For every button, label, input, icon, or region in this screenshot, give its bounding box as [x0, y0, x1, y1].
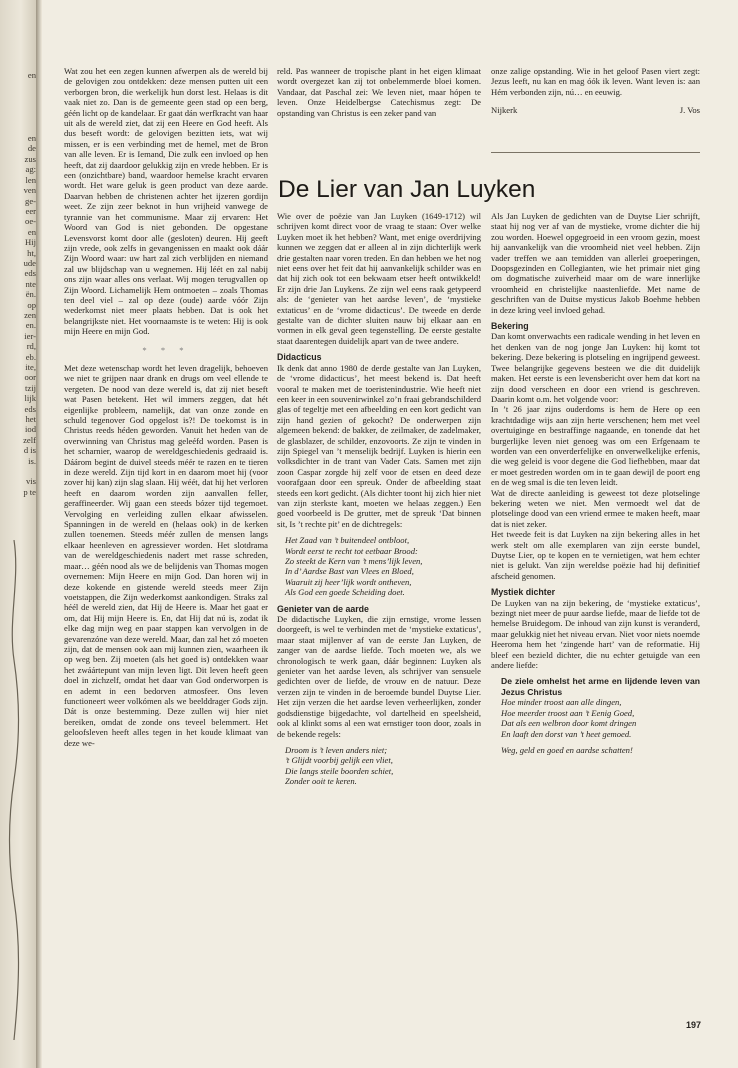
- poem-line: Hoe minder troost aan alle dingen,: [501, 697, 622, 708]
- subheading: Didacticus: [277, 352, 322, 363]
- column-2-top: [277, 66, 481, 118]
- page-number: 197: [686, 1020, 702, 1030]
- spine-text-fragment: rd,: [26, 341, 36, 351]
- poem-line: Die langs steile boorden schiet,: [285, 765, 394, 776]
- poem-line: En laaft den dorst van ’t heet gemoed.: [501, 728, 632, 739]
- subheading: Bekering: [491, 321, 529, 332]
- spine-text-fragment: oe-: [25, 216, 36, 226]
- spine-text-fragment: en: [27, 227, 36, 237]
- spine-text-fragment: is.: [28, 456, 36, 466]
- poem-line: Zo steekt de Kern van ’t mens’lijk leven,: [285, 556, 423, 566]
- spine-text-fragment: zus: [24, 154, 36, 164]
- signature-author: J. Vos: [679, 105, 700, 116]
- spine-text-fragment: tzij: [25, 383, 36, 393]
- paragraph: Wat de directe aanleiding is geweest tot deze plotselinge bekering weten we niet. Men vermoedt wel dat de plotselinge dood van een vriend ermee te maken heeft, maar dat is niet zeker.: [491, 487, 700, 529]
- poem-line: Wordt eerst te recht tot eetbaar Brood:: [285, 545, 418, 556]
- adjacent-page-edge: [0, 0, 38, 1068]
- spine-text-fragment: zelf: [23, 435, 36, 445]
- spine-text-fragment: nte: [25, 279, 36, 289]
- book-gutter: [36, 0, 42, 1068]
- column-3-top: [491, 66, 700, 116]
- margin-line-decoration: [4, 540, 24, 1040]
- spine-text-fragment: en.: [25, 320, 36, 330]
- spine-text-fragment: ite,: [25, 362, 36, 372]
- paragraph: Met deze wetenschap wordt het leven dragelijk, behoeven we niet te grijpen naar drank en drugs om veel ellende te vergeten. De nood van deze wereld is, dat zij niet beseft wat Pasen betekent. Het wil immers zeggen, dat hét eigenlijke probleem, namelijk, dat van onze zonde en schuld tegenover God opgelost is?! De toekomst is in Christus reeds héden geworden. Vanuit het heden van de overwinning van Christus mag geleéfd worden. Pasen is het scharnier, waarop de wereldgeschiedenis gedraaid is. Dáárom begint de duivel steeds méér te razen en te tieren in deze wereld. Zijn tijd kort in en daarom moet hij (voor zover hij kan) zijn slag slaan. Hij wéét, dat hij het verloren heeft en daarom worden zijn aanvallen feller, geraffineerder. Wij gaan een steeds bózer tijd tegemoet. Vervolging en verleiding zullen elkaar afwisselen. Spanningen in de wereld en (helaas ook) in de kerken zullen toenemen. Steeds méér zullen de mensen langs elkaar heenleven en agressiever worden. Het slotdrama van de wereldgeschiedenis nadert met rasse schreden, maar… géén nood als we de belijdenis van Thomas mogen overnemen: Mijn Heere en mijn God. Dan horen wij in deze kokende en gistende wereld steeds meer Zijn voetstappen, die Zijn wederkomst aankondigen. Straks zal héél de wereld zien, dat Hij de Heere is. Maar het gaat er om, dat Hij mijn Heere is. En, dat Hij dat nú is, zodat ik elke dag mijn weg en paar stappen kan vervolgen in de gevarenzóne van deze wereld. Maar, dan zal het zó moeten zijn, dat de mensen ook aan mij kunnen zien, waarheen ik op weg ben. Zij moeten (als het goed is) ontdekken waar het zwáártepunt van mijn leven ligt. Dit leven heeft geen doel in zichzelf, omdat het daar van God onderworpen is en ademt in een bedorven atmosfeer. Ons leven functioneert weer volkómen als we beelddrager Gods zijn. Dát is onze bestemming. Deze zullen wij hier niet bereiken, omdat de zonde ons teveel belemmert. Het geloofsleven heeft alles tegen in het koude klimaat van deze we-: [64, 362, 268, 748]
- paragraph: onze zalige opstanding. Wie in het geloof Pasen viert zegt: Jezus leeft, nu kan en mag óók ik leven. Want leven is: aan Hém verbonden zijn, nú… en eeuwig.: [491, 66, 700, 97]
- poem-line: Droom is ’t leven anders niet;: [285, 744, 388, 755]
- poem-title: De ziele omhelst het arme en lijdende leven van Jezus Christus: [501, 676, 700, 697]
- poem-line: Weg, geld en goed en aardse schatten!: [501, 744, 633, 755]
- signature-line: [491, 105, 700, 115]
- spine-text-fragment: eb.: [25, 352, 36, 362]
- paragraph: Het tweede feit is dat Luyken na zijn bekering alles in het werk stelt om alle exemplaren van zijn eerste bundel, Duytse Lier, op te kopen en te vernietigen, wat hem echter niet is gelukt. Van zijn wereldse poëzie had hij definitief afscheid genomen.: [491, 529, 700, 581]
- spine-text-fragment: len: [25, 175, 36, 185]
- spine-text-fragment: ge-: [25, 196, 36, 206]
- spine-text-fragment: ht,: [27, 248, 36, 258]
- paragraph: De Luyken van na zijn bekering, de ‘mystieke extaticus’, bezingt niet meer de puur aardse liefde, maar de liefde tot de hemelse Bruidegom. De inhoud van zijn kunst is veranderd, maar gelukkig niet het niveau ervan. Niet voor niets noemde Heeroma hem het ‘zingende hart’ van de reformatie. Hij bleef een bezield dichter, die nu echter getuigde van een andere liefde:: [491, 597, 700, 671]
- spine-text-fragment: ën.: [25, 289, 36, 299]
- poem-line: Het Zaad van ’t buitendeel ontbloot,: [285, 535, 410, 546]
- spine-text-fragment: het: [25, 414, 36, 424]
- section-separator: * * *: [142, 344, 190, 355]
- block-quote: In ’t 26 jaar zijns ouderdoms is hem de Here op een krachtdadige wijs aan zijn herte verschenen; hem met veel overtuiginge en bestraffinge nagaande, en tonende dat het burgerlijke leven niet genoeg was om een Erfgenaam te worden van een onverderfelijke en onverwelkelijke erfenis, die weg geleid is voor degene die God liefhebben, maar dat er moet gestreden worden om in te gaan dewijl de poort eng en de weg smal is die ten leven leidt.: [491, 404, 700, 488]
- spine-text-fragment: de: [27, 143, 36, 153]
- spine-text-fragment: ude: [23, 258, 36, 268]
- paragraph: Als Jan Luyken de gedichten van de Duytse Lier schrijft, staat hij nog ver af van de mystieke, vrome dichter die hij zou worden. Hoewel opgegroeid in een vroom gezin, moest hij aanvankelijk van die vroomheid niet veel hebben. Zijn vader treffen we aan temidden van allerlei groeperingen, Doopsgezinden en Collegianten, wie het primair niet ging om dogmatische zuiverheid maar om de ware innerlijke vroomheid en christelijke naastenliefde. Met name de geschriften van de Duitse mysticus Jakob Boehme hebben in deze kring veel invloed gehad.: [491, 211, 700, 315]
- spine-text-fragment: zen: [24, 310, 36, 320]
- spine-text-fragment: d is: [23, 445, 36, 455]
- article-title: De Lier van Jan Luyken: [278, 176, 536, 203]
- spine-text-fragment: iod: [25, 424, 36, 434]
- poem: [285, 535, 481, 597]
- subheading: Mystiek dichter: [491, 587, 556, 598]
- column-1: [64, 66, 268, 748]
- divider: [491, 152, 700, 153]
- poem-line: Hoe meerder troost aan ’t Eenig Goed,: [501, 707, 635, 718]
- spine-text-fragment: eer: [25, 206, 36, 216]
- paragraph: Wat zou het een zegen kunnen afwerpen als de wereld bij de gelovigen zou ontdekken: deze mensen putten uit een verborgen bron, die werkelijk hun dorst lest. Helaas is dit vaak niet zo. Dan is de gemeente geen stad op een berg, géén licht op de kandelaar. Er gaat dán werfkracht van haar uit als de wereld ziet, dat zij een Heere en God heeft. Als dus beseft wordt: de gelovigen bezitten iets, wat wij missen, er is een verbinding met de hemel, met de Bron van alle leven. Er is Iemand, Die zulk een invloed op hen heeft, dat zij daardoor gelukkig zijn en vrede hebben. Er is een (onzichtbare) band, waardoor hemelse kracht ervaren wordt. Het ware geluk is geen product van deze aarde. Daarvan hebben de christenen achter het ijzeren gordijn weet. Ze zijn zeer beknot in hun vrijheid vanwege de tyrannie van het communisme. Maar zij ervaren: Het Woord van God is niet gebonden. De opgestane Levensvorst komt door alle (gesloten) deuren. Hij geeft zijn vrede, ook zelfs in gevangenissen en maakt ook dáár Zijn Woord waar: uw hart zal zich verblijden en niemand zal uw blijdschap van u wegnemen. Hij léét en zal nabij ons zijn waar alles ons verlaat. Wij mogen terugvallen op Zijn Woord. Lichamelijk Hem ontmoeten – zoals Thomas ten deel viel – zal op deze (oude) aarde vóór Zijn wederkomst niet meer plaats hebben. Dat is ook het belangrijkste niet. Het voornaamste is te weten: Hij is ook mijn Heere en mijn God.: [64, 66, 269, 337]
- subheading: Genieter van de aarde: [277, 603, 369, 614]
- poem: [285, 745, 481, 787]
- column-3-article: [491, 211, 700, 761]
- poem-line: Waaruit zij heer’lijk wordt ontheven,: [285, 576, 412, 587]
- poem-line: Als God een goede Scheiding doet.: [285, 587, 405, 598]
- spine-text-fragment: op: [27, 300, 36, 310]
- spine-text-fragment: ag:: [25, 164, 36, 174]
- spine-text-fragment: eds: [24, 404, 36, 414]
- paragraph: reld. Pas wanneer de tropische plant in het eigen klimaat wordt overgezet kan zij tot onbelemmerde bloei komen. Vandaar, dat Paschal zei: We leven niet, maar hópen te leven. Onze Heidelbergse Catechismus zegt: De opstanding van Christus is een zeker pand van: [277, 66, 481, 118]
- paragraph: Ik denk dat anno 1980 de derde gestalte van Jan Luyken, de ‘vrome didacticus’, het meest bekend is. Dat heeft vooral te maken met de toeristenindustrie. Wie heeft niet een keer in een souvenirwinkel zo’n fraai gebrandschilderd glas of tegeltje met een afbeelding en een kort gedicht van zijn hand gezien of gekocht? De onderwerpen zijn algemeen bekend: de bakker, de zeilmaker, de zadelmaker, de glasblazer, de schilder, enzovoorts. Ze zijn te vinden in zijn Spiegel van ’t menselijk bedrijf. Luyken is hierin een volksdichter in de trant van Vader Cats. Samen met zijn zoon Caspar zorgde hij zelf voor de etsen en deed deze voorafgaan door een spreuk. Onder de afbeelding staat steeds een kort gedicht. (Als dichter toont hij zich hier niet van zijn sterkste kant, moeten we helaas zeggen.) Een goed voorbeeld is De grutter, met de spreuk ‘Dat binnen sit, Is ’t rechte pit’ en de dichtregels:: [277, 362, 481, 529]
- poem: [501, 676, 700, 755]
- spine-text-fragment: oor: [24, 372, 36, 382]
- poem-line: ’t Glijdt voorbij gelijk een vliet,: [285, 755, 393, 766]
- column-2-article: [277, 211, 481, 793]
- paragraph: De didactische Luyken, die zijn ernstige, vrome lessen doorgeeft, is wel te verbinden met de ‘mystieke extaticus’, maar staat mijlenver af van de eerste Jan Luyken, de zanger van de aardse liefde. Toch moeten we, als we chronologisch te werk gaan, dáár beginnen: Luyken als genieter van het aardse leven, als schrijver van sensuele gedichten over de liefde, de vrouw en de natuur. Deze verzen zijn te vinden in de beroemde bundel Duytse Lier. Het zijn verzen die het aardse leven verheerlijken, zonder godsdienstige bijgedachte, vol dartelheid en speelsheid, ook al klinkt soms al een wat ernstiger toon door, zoals in de bekende regels:: [277, 614, 481, 739]
- poem-line: Zonder ooit te keren.: [285, 776, 357, 787]
- poem-line: In d’ Aardse Bast van Vlees en Bloed,: [285, 566, 414, 577]
- paragraph: Wie over de poëzie van Jan Luyken (1649-1712) wil schrijven komt direct voor de vraag te staan: Over welke Luyken moet ik het hebben? Want, met enige overdrijving kunnen we zeggen dat er alleen al in zijn dichterlijk werk drie gestalten naar voren treden. En dan hebben we het nog niet eens over het feit dat hij aanvankelijk schilder was en dat hij zich ook tot een bekwaam etser heeft ontwikkeld! Er zijn drie Jan Luykens. Ze zijn wel eens raak getypeerd als: de ‘genieter van het aardse leven’, de ‘mystieke extaticus’ en de ‘vrome didacticus’. De tweede en derde gestalte van de dichter sluiten nauw bij elkaar aan en vormen in elk geval geen tegenstelling. De eerste gestalte staat daarentegen duidelijk apart van de twee andere.: [277, 211, 481, 346]
- spine-text-fragment: lijk: [24, 393, 36, 403]
- spine-text-fragment: p te: [23, 487, 36, 497]
- signature-place: Nijkerk: [491, 105, 518, 116]
- spine-text-fragment: eds: [24, 268, 36, 278]
- spine-text-fragment: en: [27, 70, 36, 80]
- spine-text-fragment: ven: [23, 185, 36, 195]
- spine-text-fragment: en: [27, 133, 36, 143]
- poem-line: Dat als een welbron door komt dringen: [501, 718, 637, 729]
- paragraph: Dan komt onverwachts een radicale wending in het leven en het denken van de nog jonge Jan Luyken: hij komt tot bekering. Deze bekering is plotseling en ingrijpend geweest. Twee belangrijke gegevens besteen we die dit duidelijk maken. Het eerste is een levensbericht over hem dat kort na zijn dood verscheen en door een vriend is geschreven. Daarin komt o.m. het volgende voor:: [491, 331, 700, 404]
- spine-text-fragment: ier-: [24, 331, 36, 341]
- spine-text-fragment: Hij: [25, 237, 36, 247]
- spine-text-fragment: vis: [25, 476, 36, 486]
